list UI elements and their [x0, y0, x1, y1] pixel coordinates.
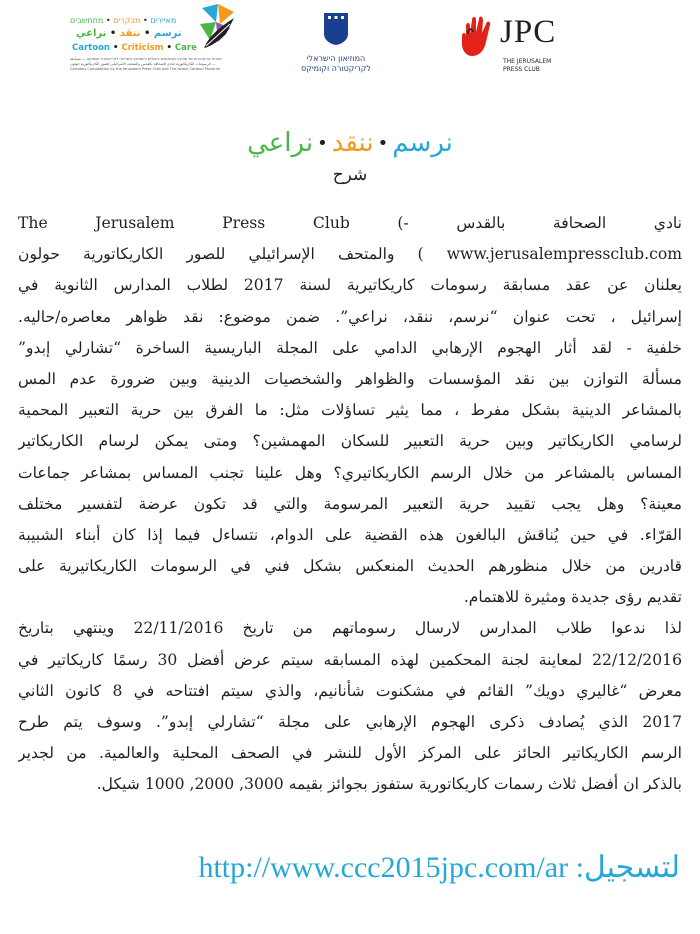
body-line-text: لذا ندعوا طلاب المدارس لارسال رسوماتهم من تاريخ 22/11/2016 وينتهي بتاريخ: [18, 619, 682, 638]
pen-brush-mark-icon: [196, 4, 236, 56]
red-hand-icon: [460, 16, 494, 58]
body-line-text: مسألة التوازن بين نقد المؤسسات والظواهر والشخصيات الدينية وبين ضرورة عدم المس: [18, 369, 682, 388]
body-line-text: بالذكر ان أفضل ثلاث رسمات كاريكاتورية ستفوز بجوائز بقيمه 3000, 2000, 1000 شيكل.: [96, 775, 682, 794]
body-line: [18, 707, 682, 738]
body-line-text: تقديم رؤى جديدة ومثيرة للاهتمام.: [463, 588, 682, 607]
body-line: [18, 613, 682, 644]
title-word-care: نراعي: [247, 128, 314, 158]
body-line: [18, 489, 682, 520]
body-line-text: نادي الصحافة بالقدس -): [349, 214, 682, 232]
body-text: [18, 208, 682, 801]
body-line: [18, 769, 682, 800]
registration-line: [0, 848, 680, 888]
body-line-text: لرسامي الكاريكاتير وبين حرية التعبير للسكان المهمشين؟ ومتى يمكن لرسام الكاريكاتير: [18, 432, 682, 451]
ccc-logo-hebrew: מאיירים • מבקרים • מתחשבים: [70, 16, 177, 25]
ccc-logo-english: Cartoon • Criticism • Care: [72, 43, 197, 53]
page-title: نرسم•ننقد•نراعي: [247, 128, 453, 158]
body-line: [18, 582, 682, 613]
body-line-text: ) والمتحف الإسرائيلي للصور الكاريكاتورية حولون: [18, 245, 447, 264]
body-line: [18, 239, 682, 270]
israeli-cartoon-museum-logo: [296, 12, 376, 92]
museum-name: המוזיאון הישראלי לקריקטורה וקומיקס: [301, 54, 371, 73]
jpc-wordmark: JPC: [500, 14, 557, 50]
header-logos: [0, 0, 700, 110]
body-line-text: معينة؟ وهل يجب تقييد حرية التعبير المرسومة والتي قد تكون عرضة لتفسير مختلف: [18, 494, 682, 513]
body-line: [18, 302, 682, 333]
body-line-text: 2017 الذي يُصادف ذكرى الهجوم الإرهابي على مجلة “تشارلي إبدو”. وسوف يتم طرح: [18, 713, 682, 731]
body-line: [18, 270, 682, 301]
body-line: [18, 426, 682, 457]
body-line-text: بالمشاعر الدينية بشكل مفرط ، مما يثير تساؤلات مثل: ما الفرق بين حرية التعبير المحمية: [18, 401, 682, 420]
cartoon-criticism-care-logo: [70, 4, 235, 84]
title-word-criticize: ننقد: [331, 128, 374, 158]
body-line-text: المساس بالمشاعر من خلال الرسم الكاريكاتيري؟ وهل علينا تجنب المساس بمشاعر جماعات: [18, 463, 682, 482]
body-line-text: 22/12/2016 لمعاينة لجنة المحكمين لهذه المسابقه سيتم عرض أفضل 30 رسمًا كاريكاتير في: [18, 650, 682, 669]
title-word-draw: نرسم: [392, 128, 453, 158]
body-line-text: قادرين من خلال منظورهم الحديث المنعكس بشكل فني في الرسومات الكاريكاتيرية على: [18, 557, 682, 576]
registration-link[interactable]: http://www.ccc2015jpc.com/ar: [198, 851, 569, 884]
body-line: [18, 520, 682, 551]
body-line: [18, 395, 682, 426]
body-line-text: خلفية - لقد أثار الهجوم الإرهابي الدامي على المجلة الباريسية الساخرة “تشارلي إبدو”: [18, 338, 682, 357]
body-line: [18, 364, 682, 395]
body-line: [18, 645, 682, 676]
body-line: [18, 208, 682, 239]
body-line: [18, 458, 682, 489]
body-line-latin-text: The Jerusalem Press Club: [18, 214, 350, 232]
page-subtitle: شرح: [332, 165, 368, 185]
body-line: [18, 551, 682, 582]
body-line: [18, 333, 682, 364]
body-line-text: القرّاء. في حين يُناقش البالغون هذه القضية على الدوام، نتساءل فيما إذا كان أبناء الشبيبة: [18, 525, 682, 544]
jerusalem-press-club-logo: [456, 6, 636, 86]
body-line-latin-text[interactable]: www.jerusalempressclub.com: [446, 245, 682, 264]
registration-label: لتسجيل:: [568, 851, 680, 884]
ccc-logo-fine-print: תחרות קריקטורות של מועדון העיתונאים ירושלים והמוזיאון הישראלי לקריקטורה וקומיקס — مسابقة الرسومات الكاريكاتورية لنادي الصحافة بالقدس والمتحف الاسرائيلي للصور الكاريكاتورية حولون — Cartoons Competition by the Jerusalem Press Club and The Israeli Cartoon Museum: [70, 57, 222, 71]
body-line-text: معرض “غاليري دويك” القائم في مشكنوت شأنانيم، والذي سيتم افتتاحه في 8 كانون الثاني: [18, 681, 682, 700]
museum-shield-icon: [323, 12, 349, 46]
ccc-logo-arabic: نرسم • ننقد • نراعي: [76, 28, 182, 39]
body-line-text: يعلنان عن عقد مسابقة رسومات كاريكاتيرية لسنة 2017 لطلاب المدارس الثانوية في: [18, 276, 682, 295]
jpc-subtitle: THE JERUSALEM PRESS CLUB: [503, 58, 552, 73]
body-line-text: الرسم الكاريكاتير الحائز على المركز الأول للنشر في الصحف المحلية والعالمية. من لجدير: [18, 744, 682, 763]
body-line: [18, 676, 682, 707]
body-line-text: إسرائيل ، تحت عنوان “نرسم، ننقد، نراعي”. ضمن موضوع: نقد ظواهر معاصره/حاليه.: [18, 307, 682, 326]
body-line: [18, 738, 682, 769]
